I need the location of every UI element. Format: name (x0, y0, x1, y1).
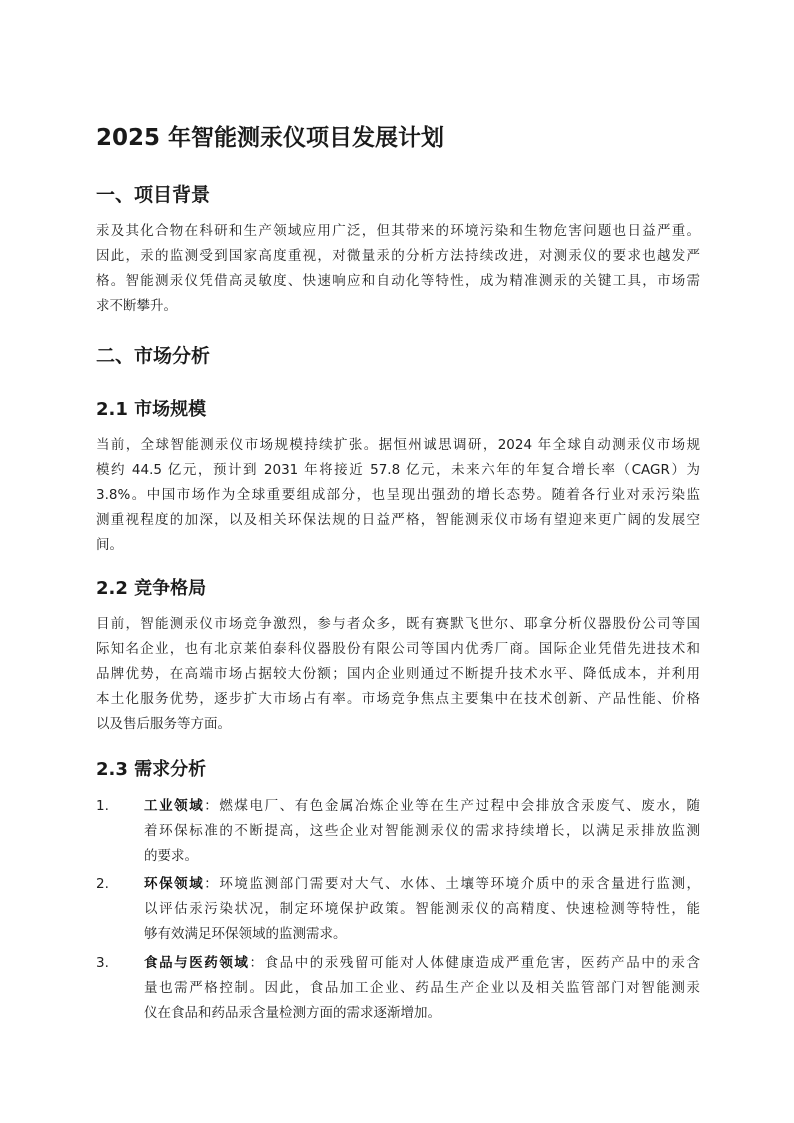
paragraph-line: 汞及其化合物在科研和生产领域应用广泛，但其带来的环境污染和生物危害问题也日益严重。 (96, 223, 700, 239)
paragraph-line: 间。 (96, 537, 123, 553)
paragraph-line: 目前，智能测汞仪市场竞争激烈，参与者众多，既有赛默飞世尔、耶拿分析仪器股份公司等国 (96, 616, 700, 632)
paragraph-line: 求不断攀升。 (96, 298, 177, 314)
list-number: 2. (96, 876, 109, 892)
section-heading-market-analysis: 二、市场分析 (96, 345, 211, 367)
list-item-label: 环保领域 (144, 876, 205, 892)
subsection-heading-market-size: 2.1 市场规模 (96, 399, 207, 420)
paragraph-line: 的要求。 (144, 848, 198, 864)
paragraph-line: 品牌优势，在高端市场占据较大份额；国内企业则通过不断提升技术水平、降低成本，并利用 (96, 666, 700, 682)
list-item-label: 工业领域 (144, 798, 205, 814)
paragraph-competition (96, 612, 700, 737)
paragraph-line: 环境监测部门需要对大气、水体、土壤等环境介质中的汞含量进行监测， (219, 876, 701, 892)
paragraph-line: 3.8%。中国市场作为全球重要组成部分，也呈现出强劲的增长态势。随着各行业对汞污染监 (96, 487, 700, 503)
paragraph-line: 因此，汞的监测受到国家高度重视，对微量汞的分析方法持续改进，对测汞仪的要求也越发严 (96, 248, 700, 264)
paragraph-line: 当前，全球智能测汞仪市场规模持续扩张。据恒州诚思调研，2024 年全球自动测汞仪市场规 (96, 437, 700, 453)
paragraph-line: 测重视程度的加深，以及相关环保法规的日益严格，智能测汞仪市场有望迎来更广阔的发展空 (96, 512, 700, 528)
paragraph-market-size (96, 433, 700, 558)
paragraph-line: 着环保标准的不断提高，这些企业对智能测汞仪的需求持续增长，以满足汞排放监测 (144, 823, 700, 839)
paragraph-line: 够有效满足环保领域的监测需求。 (144, 926, 347, 942)
paragraph-line: 仪在食品和药品汞含量检测方面的需求逐渐增加。 (144, 1005, 441, 1021)
list-number: 1. (96, 798, 109, 814)
paragraph-line: 本土化服务优势，逐步扩大市场占有率。市场竞争焦点主要集中在技术创新、产品性能、价格 (96, 691, 700, 707)
paragraph-line: 格。智能测汞仪凭借高灵敏度、快速响应和自动化等特性，成为精准测汞的关键工具，市场需 (96, 273, 700, 289)
paragraph-line: 燃煤电厂、有色金属冶炼企业等在生产过程中会排放含汞废气、废水，随 (219, 798, 701, 814)
paragraph-line: 以评估汞污染状况，制定环境保护政策。智能测汞仪的高精度、快速检测等特性，能 (144, 901, 700, 917)
list-number: 3. (96, 955, 109, 971)
paragraph-line: 际知名企业，也有北京莱伯泰科仪器股份有限公司等国内优秀厂商。国际企业凭借先进技术和 (96, 641, 700, 657)
subsection-heading-demand: 2.3 需求分析 (96, 759, 207, 780)
paragraph-line: 以及售后服务等方面。 (96, 716, 231, 732)
document-title: 2025 年智能测汞仪项目发展计划 (96, 125, 445, 151)
list-item-label: 食品与医药领域 (144, 955, 250, 971)
section-heading-background: 一、项目背景 (96, 184, 211, 206)
paragraph-line: 量也需严格控制。因此，食品加工企业、药品生产企业以及相关监管部门对智能测汞 (144, 980, 700, 996)
paragraph-line: 模约 44.5 亿元，预计到 2031 年将接近 57.8 亿元，未来六年的年复合增长率（CAGR）为 (96, 462, 700, 478)
paragraph-line: 食品中的汞残留可能对人体健康造成严重危害，医药产品中的汞含 (264, 955, 701, 971)
paragraph-background (96, 219, 700, 319)
subsection-heading-competition: 2.2 竞争格局 (96, 578, 207, 599)
